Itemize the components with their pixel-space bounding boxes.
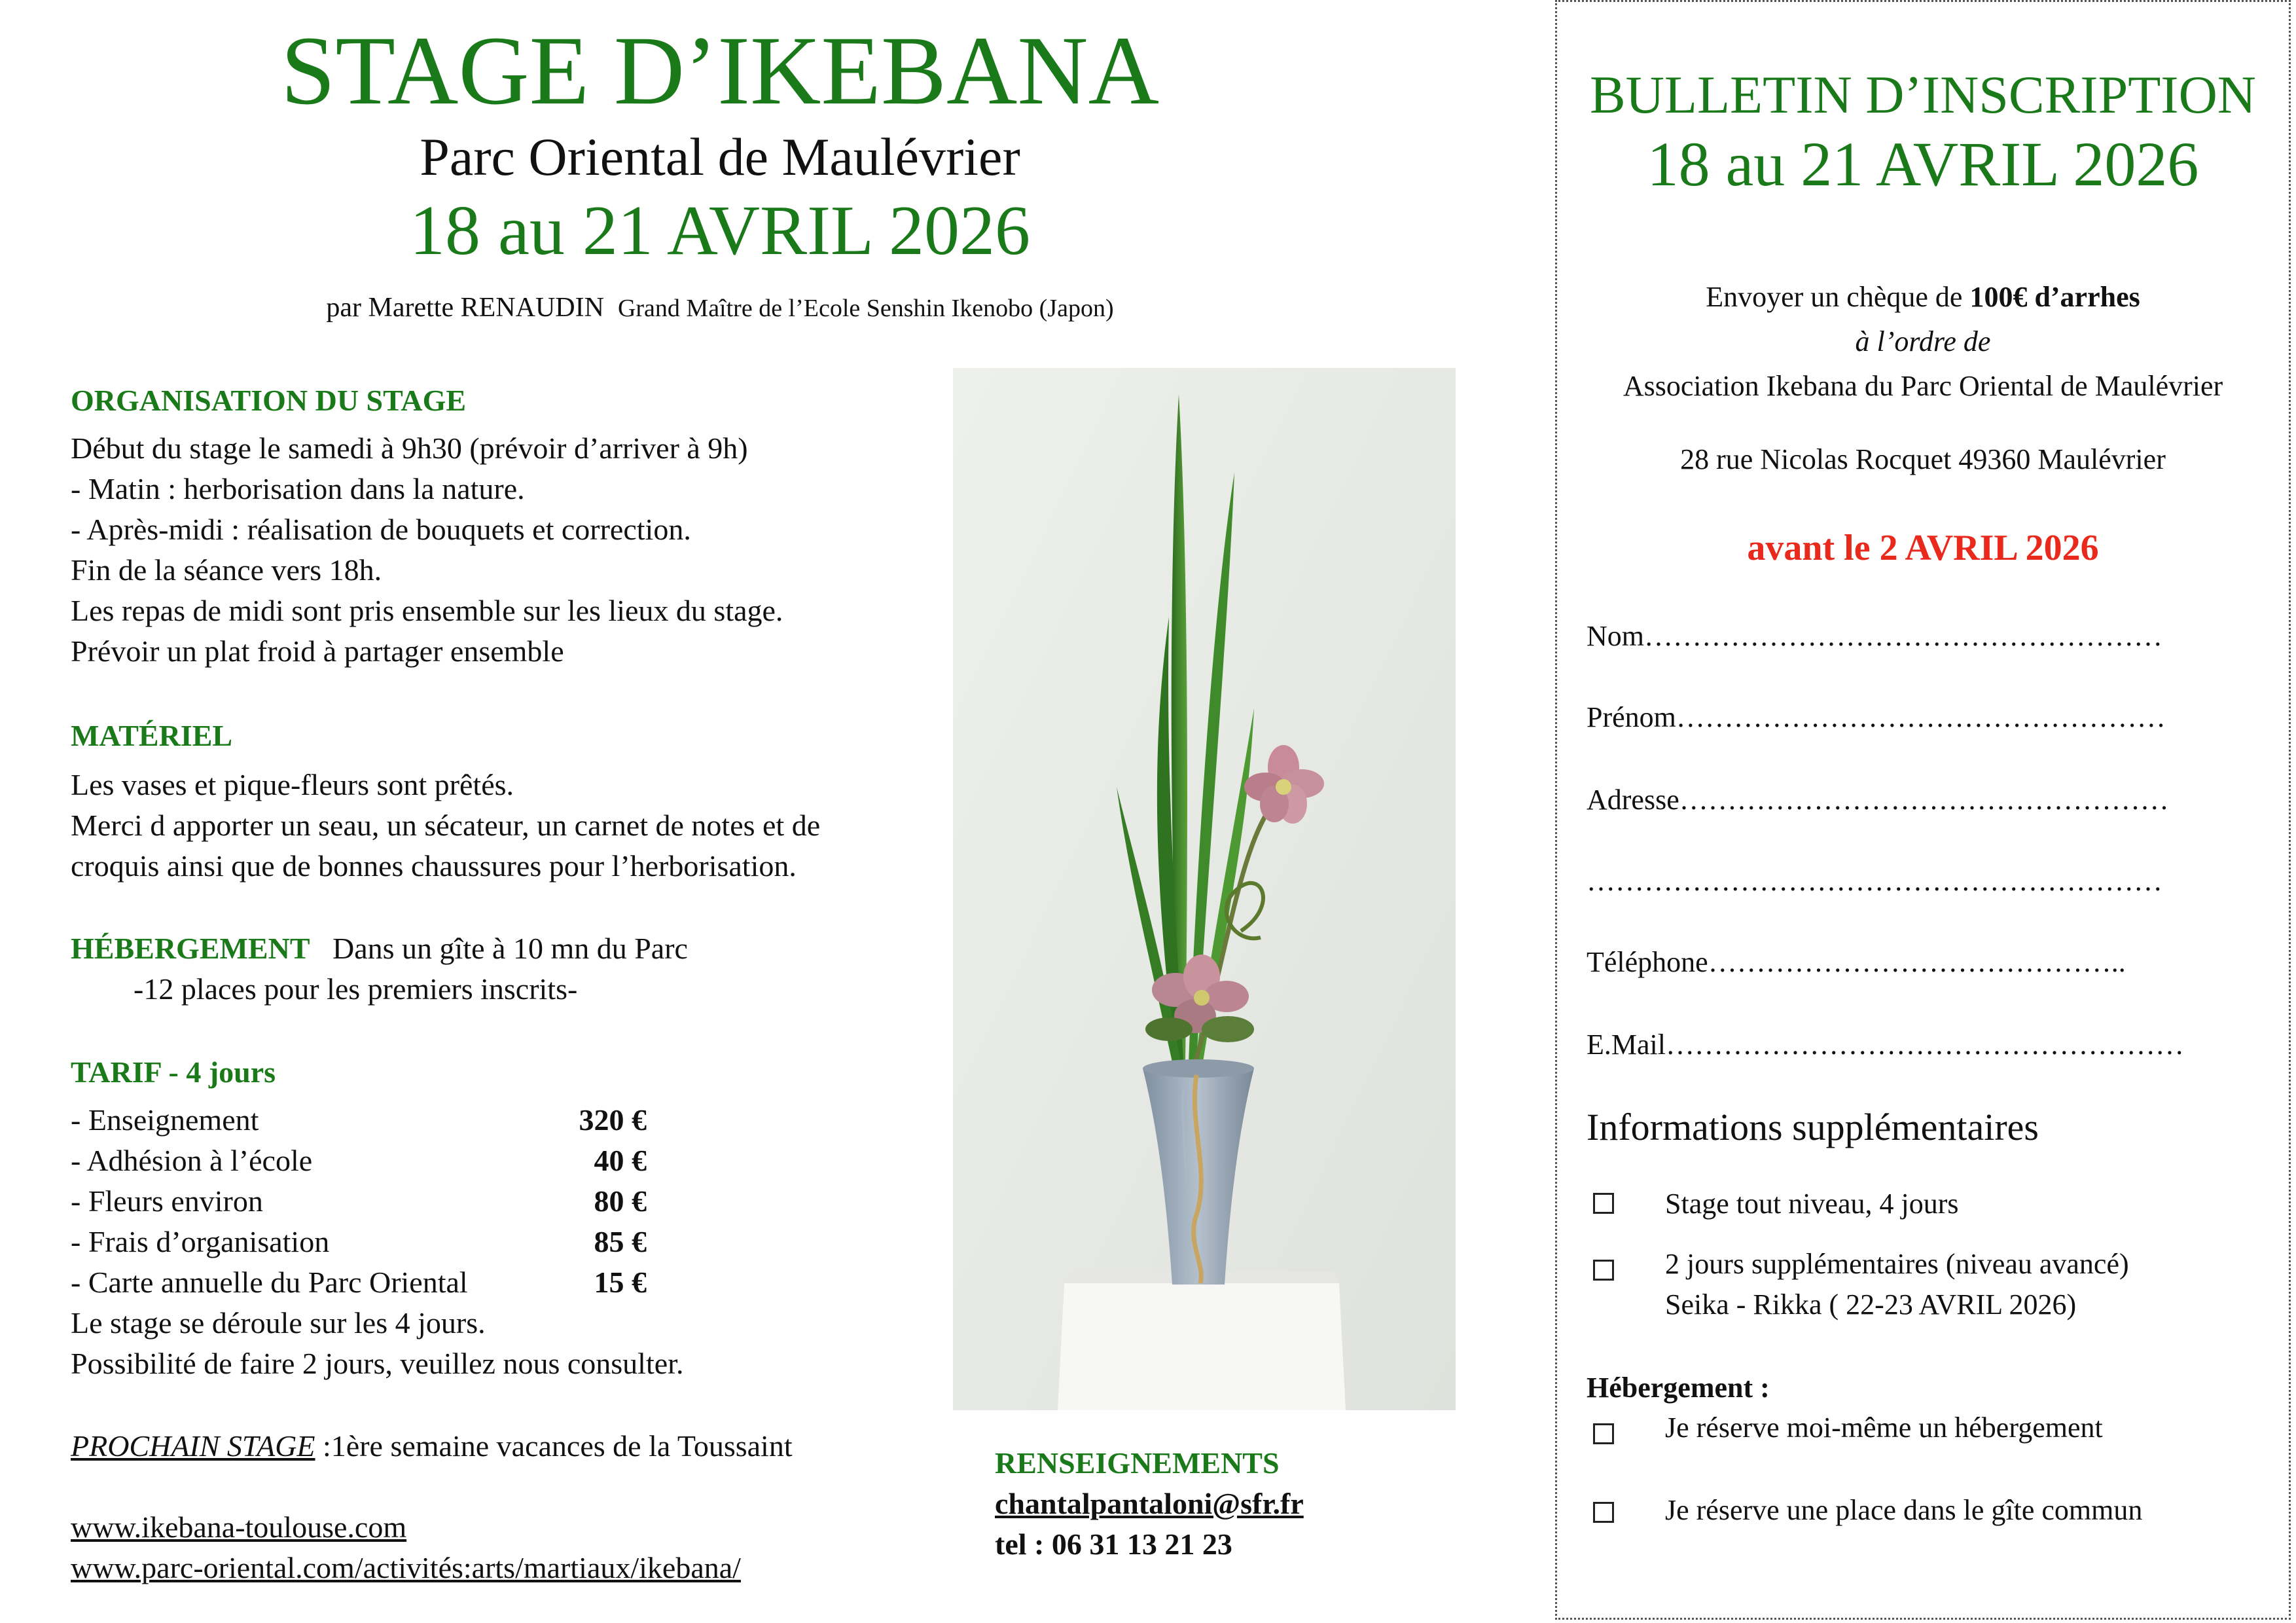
tarif-price: 320 € (579, 1103, 647, 1137)
ikebana-illustration (953, 368, 1456, 1410)
tarif-row (71, 1140, 647, 1181)
website-link-ikebana[interactable]: www.ikebana-toulouse.com (71, 1510, 407, 1544)
field-adresse[interactable]: Adresse…………………………………………… (1587, 784, 2169, 816)
field-telephone[interactable]: Téléphone…………………………………….. (1587, 946, 2126, 978)
bulletin-dates: 18 au 21 AVRIL 2026 (1647, 129, 2199, 199)
tarif-row (71, 1262, 647, 1303)
materiel-section (71, 716, 922, 886)
field-email[interactable]: E.Mail……………………………………………… (1587, 1029, 2184, 1061)
tarif-label: - Adhésion à l’école (71, 1144, 313, 1177)
send-prefix: Envoyer un chèque de (1706, 281, 1970, 313)
field-prenom[interactable]: Prénom…………………………………………… (1587, 701, 2166, 733)
tarif-row (71, 1222, 647, 1262)
hebergement-section (71, 928, 922, 1010)
hebergement-heading: HÉBERGEMENT (71, 932, 310, 965)
ikebana-photo (953, 368, 1456, 1410)
teacher-title: Grand Maître de l’Ecole Senshin Ikenobo (Japon) (617, 295, 1114, 322)
organisation-line: Prévoir un plat froid à partager ensemble (71, 634, 564, 668)
links-block (71, 1507, 741, 1588)
website-link-parc[interactable]: www.parc-oriental.com/activités:arts/martiaux/ikebana/ (71, 1551, 741, 1584)
next-stage-text: :1ère semaine vacances de la Toussaint (315, 1429, 793, 1463)
organisation-line: - Matin : herborisation dans la nature. (71, 472, 525, 505)
page-title: STAGE D’IKEBANA (280, 16, 1160, 125)
stage-dates: 18 au 21 AVRIL 2026 (409, 192, 1030, 270)
checkbox-stage-tout-niveau[interactable] (1593, 1193, 1614, 1214)
organisation-line: Fin de la séance vers 18h. (71, 553, 382, 587)
payment-instructions (1555, 275, 2291, 409)
option-propre-hebergement: Je réserve moi-même un hébergement (1665, 1412, 2103, 1444)
field-nom[interactable]: Nom……………………………………………… (1587, 620, 2162, 652)
venue-subtitle: Parc Oriental de Maulévrier (420, 127, 1020, 187)
hebergement-note: -12 places pour les premiers inscrits- (134, 972, 578, 1006)
tarif-section (71, 1053, 922, 1384)
hebergement-form-heading: Hébergement : (1587, 1372, 1770, 1404)
next-stage (71, 1426, 793, 1467)
contact-block (995, 1443, 1304, 1565)
organisation-line: Début du stage le samedi à 9h30 (prévoir d’arriver à 9h) (71, 431, 748, 465)
checkbox-gite-commun[interactable] (1593, 1502, 1614, 1523)
tarif-note: Possibilité de faire 2 jours, veuillez nous consulter. (71, 1347, 684, 1380)
tarif-row (71, 1100, 647, 1140)
extra-info-heading: Informations supplémentaires (1587, 1106, 2039, 1148)
teacher-line (0, 288, 1440, 328)
organisation-line: - Après-midi : réalisation de bouquets et correction. (71, 513, 691, 546)
tarif-label: - Enseignement (71, 1103, 259, 1137)
contact-phone: tel : 06 31 13 21 23 (995, 1527, 1232, 1561)
teacher-name: par Marette RENAUDIN (326, 293, 604, 323)
option-stage-tout-niveau: Stage tout niveau, 4 jours (1665, 1188, 1959, 1220)
payable-to: à l’ordre de (1855, 325, 1991, 357)
materiel-line: Les vases et pique-fleurs sont prêtés. (71, 768, 514, 801)
option-jours-supplementaires: 2 jours supplémentaires (niveau avancé) (1665, 1248, 2129, 1280)
tarif-label: - Frais d’organisation (71, 1225, 330, 1258)
organisation-line: Les repas de midi sont pris ensemble sur les lieux du stage. (71, 594, 783, 627)
registration-deadline: avant le 2 AVRIL 2026 (1747, 528, 2099, 568)
organisation-heading: ORGANISATION DU STAGE (71, 384, 467, 417)
postal-address: 28 rue Nicolas Rocquet 49360 Maulévrier (1680, 443, 2166, 475)
tarif-price: 15 € (594, 1266, 647, 1299)
materiel-heading: MATÉRIEL (71, 719, 233, 752)
next-stage-label: PROCHAIN STAGE (71, 1429, 315, 1463)
tarif-price: 40 € (594, 1144, 647, 1177)
materiel-line: Merci d apporter un seau, un sécateur, un carnet de notes et de (71, 809, 821, 842)
contact-email[interactable]: chantalpantaloni@sfr.fr (995, 1487, 1304, 1520)
deposit-amount: 100€ d’arrhes (1969, 281, 2140, 313)
tarif-price: 80 € (594, 1184, 647, 1218)
tarif-price: 85 € (594, 1225, 647, 1258)
checkbox-jours-supplementaires[interactable] (1593, 1260, 1614, 1281)
tarif-label: - Fleurs environ (71, 1184, 263, 1218)
tarif-note: Le stage se déroule sur les 4 jours. (71, 1306, 486, 1340)
materiel-line: croquis ainsi que de bonnes chaussures pour l’herborisation. (71, 849, 797, 883)
tarif-row (71, 1181, 647, 1222)
option-seika-rikka: Seika - Rikka ( 22-23 AVRIL 2026) (1665, 1288, 2077, 1321)
contact-heading: RENSEIGNEMENTS (995, 1446, 1280, 1480)
tarif-heading: TARIF - 4 jours (71, 1055, 276, 1089)
hebergement-text: Dans un gîte à 10 mn du Parc (332, 932, 688, 965)
organisation-section (71, 381, 922, 672)
tarif-label: - Carte annuelle du Parc Oriental (71, 1266, 468, 1299)
checkbox-propre-hebergement[interactable] (1593, 1423, 1614, 1444)
association-name: Association Ikebana du Parc Oriental de Maulévrier (1623, 370, 2223, 402)
bulletin-title: BULLETIN D’INSCRIPTION (1589, 65, 2257, 124)
field-adresse-2[interactable]: …………………………………………………… (1587, 865, 2162, 897)
option-gite-commun: Je réserve une place dans le gîte commun (1665, 1494, 2143, 1526)
